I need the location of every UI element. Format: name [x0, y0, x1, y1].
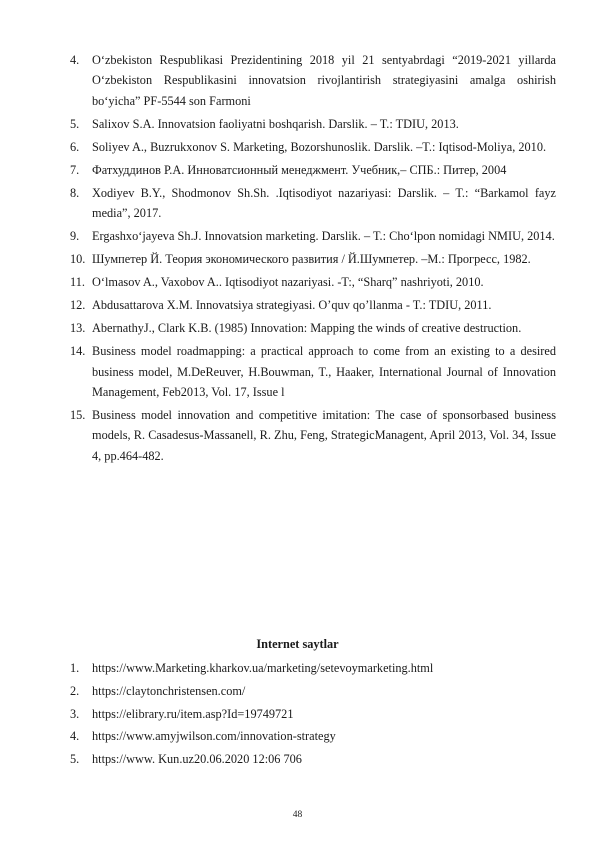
reference-item: [70, 160, 556, 180]
website-item: [70, 749, 556, 769]
website-number: 5.: [70, 752, 80, 767]
reference-text: O‘zbekiston Respublikasi Prezidentining 2018 yil 21 sentyabrdagi “2019-2021 yillarda O‘zbekiston Respublikasini innovatsion rivojlantirish strategiyasini amalga oshirish bo‘yicha” PF-5544 son Farmoni: [92, 53, 556, 108]
reference-text: O‘lmasov A., Vaxobov A.. Iqtisodiyot nazariyasi. -T:, “Sharq” nashriyoti, 2010.: [92, 275, 484, 290]
reference-item: [70, 405, 556, 466]
reference-text: Xodiyev B.Y., Shodmonov Sh.Sh. .Iqtisodiyot nazariyasi: Darslik. – T.: “Barkamol fayz media”, 2017.: [92, 185, 556, 221]
reference-number: 6.: [70, 139, 80, 154]
reference-number: 8.: [70, 185, 80, 200]
reference-item: [70, 318, 556, 338]
reference-text: Фатхуддинов Р.А. Инноватсионный менеджмент. Учебник,– СПБ.: Питер, 2004: [92, 162, 507, 177]
reference-item: [70, 295, 556, 315]
reference-number: 12.: [70, 298, 86, 313]
reference-number: 10.: [70, 252, 86, 267]
website-url: https://www.amyjwilson.com/innovation-strategy: [92, 729, 336, 744]
reference-number: 14.: [70, 344, 86, 359]
reference-number: 7.: [70, 162, 80, 177]
reference-text: Business model innovation and competitive imitation: The case of sponsorbased business models, R. Casadesus-Massanell, R. Zhu, Feng, StrategicManagent, April 2013, Vol. 34, Issue 4, pp.464-482.: [92, 408, 556, 463]
reference-text: AbernathyJ., Clark K.B. (1985) Innovation: Mapping the winds of creative destruction.: [92, 321, 522, 336]
reference-item: [70, 50, 556, 111]
reference-number: 5.: [70, 116, 80, 131]
internet-sites-heading: Internet saytlar: [256, 637, 339, 651]
website-number: 3.: [70, 706, 80, 721]
reference-item: [70, 114, 556, 134]
website-item: [70, 726, 556, 746]
reference-number: 13.: [70, 321, 86, 336]
reference-text: Business model roadmapping: a practical approach to come from an existing to a desired business model, M.DeReuver, H.Bouwman, T., Haaker, International Journal of Innovation Management, Feb2013, Vol. 17, Issue l: [92, 344, 556, 400]
website-url: https://claytonchristensen.com/: [92, 683, 246, 698]
reference-number: 9.: [70, 229, 80, 244]
website-item: [70, 681, 556, 701]
website-url: https://elibrary.ru/item.asp?Id=19749721: [92, 706, 294, 721]
website-url: https://www. Kun.uz20.06.2020 12:06 706: [92, 752, 302, 767]
page-number: 48: [292, 810, 303, 820]
reference-number: 11.: [70, 275, 85, 290]
website-number: 4.: [70, 729, 80, 744]
website-number: 1.: [70, 661, 80, 675]
website-list: [70, 658, 556, 772]
reference-item: [70, 226, 556, 246]
reference-text: Ergashxo‘jayeva Sh.J. Innovatsion marketing. Darslik. – T.: Cho‘lpon nomidagi NMIU, 2014.: [92, 229, 555, 244]
website-url: https://www.Marketing.kharkov.ua/marketing/setevoymarketing.html: [92, 661, 434, 675]
reference-list: [70, 50, 556, 469]
reference-text: Abdusattarova X.M. Innovatsiya strategiyasi. O’quv qo’llanma - T.: TDIU, 2011.: [92, 298, 492, 313]
reference-item: [70, 249, 556, 269]
reference-text: Soliyev A., Buzrukxonov S. Marketing, Bozorshunoslik. Darslik. –T.: Iqtisod-Moliya, 2010.: [92, 139, 547, 154]
reference-text: Salixov S.A. Innovatsion faoliyatni boshqarish. Darslik. – T.: TDIU, 2013.: [92, 116, 459, 131]
website-number: 2.: [70, 683, 80, 698]
reference-number: 4.: [70, 53, 80, 67]
website-item: [70, 704, 556, 724]
reference-number: 15.: [70, 408, 86, 423]
reference-item: [70, 137, 556, 157]
reference-item: [70, 272, 556, 292]
reference-item: [70, 341, 556, 402]
reference-item: [70, 183, 556, 224]
website-item: [70, 658, 556, 678]
reference-text: Шумпетер Й. Теория экономического развития / Й.Шумпетер. –М.: Прогресс, 1982.: [92, 252, 531, 267]
